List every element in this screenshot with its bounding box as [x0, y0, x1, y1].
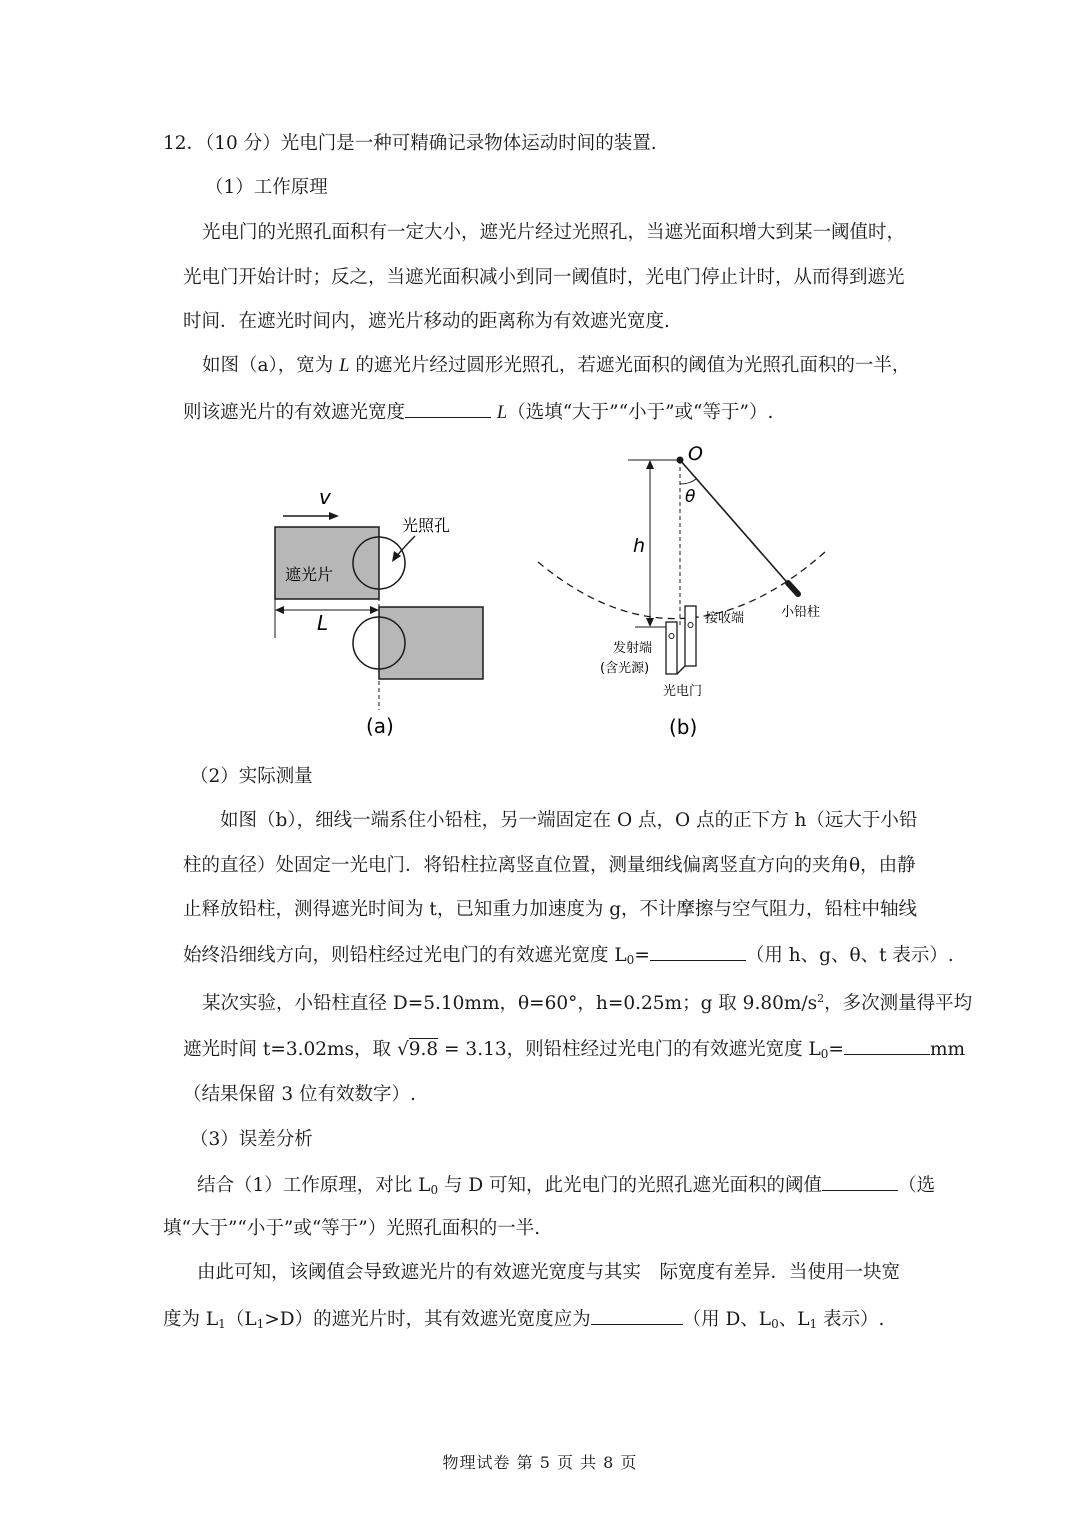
receiver-block — [685, 606, 696, 666]
part1-question-line1: 如图（a），宽为 L 的遮光片经过圆形光照孔，若遮光面积的阈值为光照孔面积的一半， — [202, 355, 911, 376]
part3-line4: 度为 $L_1(L_1>D)$的遮光片时，其有效遮光宽度应为 （用 D、$L_0$、$L_1$ 表示）. — [163, 1306, 884, 1336]
velocity-arrow-head — [329, 512, 339, 520]
part1-title: （1）工作原理 — [205, 177, 328, 198]
emitter-sublabel: (含光源) — [600, 661, 650, 676]
part2-line2: 柱的直径）处固定一光电门．将铅柱拉离竖直位置，测量细线偏离竖直方向的夹角θ，由静 — [183, 855, 916, 876]
angle-arc — [680, 479, 696, 484]
answer-blank-2[interactable] — [650, 942, 746, 961]
part1-text-line3: 时间．在遮光时间内，遮光片移动的距离称为有效遮光宽度. — [183, 311, 670, 332]
part3-title: （3）误差分析 — [190, 1129, 313, 1150]
receiver-label: 接收端 — [705, 611, 745, 626]
dim-arrow-left — [275, 606, 284, 614]
answer-blank-3[interactable] — [844, 1036, 930, 1055]
problem-header: 12．（10 分）光电门是一种可精确记录物体运动时间的装置. — [163, 133, 657, 154]
part3-line3: 由此可知，该阈值会导致遮光片的有效遮光宽度与其实 际宽度有差异．当使用一块宽 — [197, 1262, 901, 1283]
plate-label: 遮光片 — [285, 565, 334, 584]
width-label: L — [317, 611, 329, 635]
gate-label: 光电门 — [663, 684, 703, 699]
string — [680, 460, 792, 588]
hole-label: 光照孔 — [402, 516, 451, 535]
shading-plate-top — [275, 527, 379, 599]
sqrt-radicand: 9.8 — [408, 1039, 439, 1060]
part1-text-line1: 光电门的光照孔面积有一定大小，遮光片经过光照孔，当遮光面积增大到某一阈值时， — [202, 222, 906, 243]
caption-a: (a) — [366, 714, 394, 738]
emitter-label: 发射端 — [613, 641, 653, 656]
sqrt-symbol: √ — [396, 1039, 409, 1060]
dim-arrow-right — [370, 606, 379, 614]
part2-line3: 止释放铅柱，测得遮光时间为 t，已知重力加速度为 g，不计摩擦与空气阻力，铅柱中轴线 — [183, 899, 918, 920]
part2-title: （2）实际测量 — [190, 766, 313, 787]
part3-line2: 填“大于”“小于”或“等于”）光照孔面积的一半. — [163, 1218, 541, 1239]
answer-blank-4[interactable] — [822, 1172, 898, 1191]
pivot-label: O — [688, 443, 703, 465]
answer-blank-5[interactable] — [591, 1306, 683, 1325]
part3-line1: 结合（1）工作原理，对比 $L_0$ 与 D 可知，此光电门的光照孔遮光面积的阈值 （选 — [197, 1172, 935, 1202]
shading-plate-bottom — [379, 607, 483, 679]
part2-line4: 始终沿细线方向，则铅柱经过光电门的有效遮光宽度 $L_0=$ （用 h、g、θ、t 表示）. — [183, 942, 954, 972]
caption-b: (b) — [669, 715, 698, 739]
figure-b — [530, 440, 840, 745]
height-label: h — [633, 535, 646, 557]
answer-blank-1[interactable] — [405, 399, 491, 418]
lead-cylinder — [788, 583, 798, 594]
angle-label: θ — [685, 487, 696, 507]
emitter-block — [666, 622, 677, 674]
part2-line6: 遮光时间 t=3.02ms，取 √9.8 = 3.13，则铅柱经过光电门的有效遮光宽度 $L_0=$ mm — [183, 1036, 965, 1066]
velocity-label: v — [319, 485, 331, 509]
gate-base — [677, 666, 685, 674]
part2-line7: （结果保留 3 位有效数字）. — [183, 1084, 416, 1105]
height-arrow-top — [646, 460, 654, 469]
part1-question-line2: 则该遮光片的有效遮光宽度 L（选填“大于”“小于”或“等于”）. — [183, 399, 773, 425]
page-footer: 物理试卷 第 5 页 共 8 页 — [442, 1453, 638, 1472]
part2-line1: 如图（b），细线一端系住小铅柱，另一端固定在 O 点，O 点的正下方 h（远大于小铅 — [220, 810, 918, 831]
lead-label: 小铅柱 — [781, 605, 821, 620]
figure-a — [255, 480, 505, 745]
part2-line5: 某次实验，小铅柱直径 D=5.10mm，θ=60°，h=0.25m；g 取 $9.80m/s^2$，多次测量得平均 — [202, 992, 973, 1014]
part1-text-line2: 光电门开始计时；反之，当遮光面积减小到同一阈值时，光电门停止计时，从而得到遮光 — [183, 267, 905, 288]
height-arrow-bottom — [646, 618, 654, 627]
